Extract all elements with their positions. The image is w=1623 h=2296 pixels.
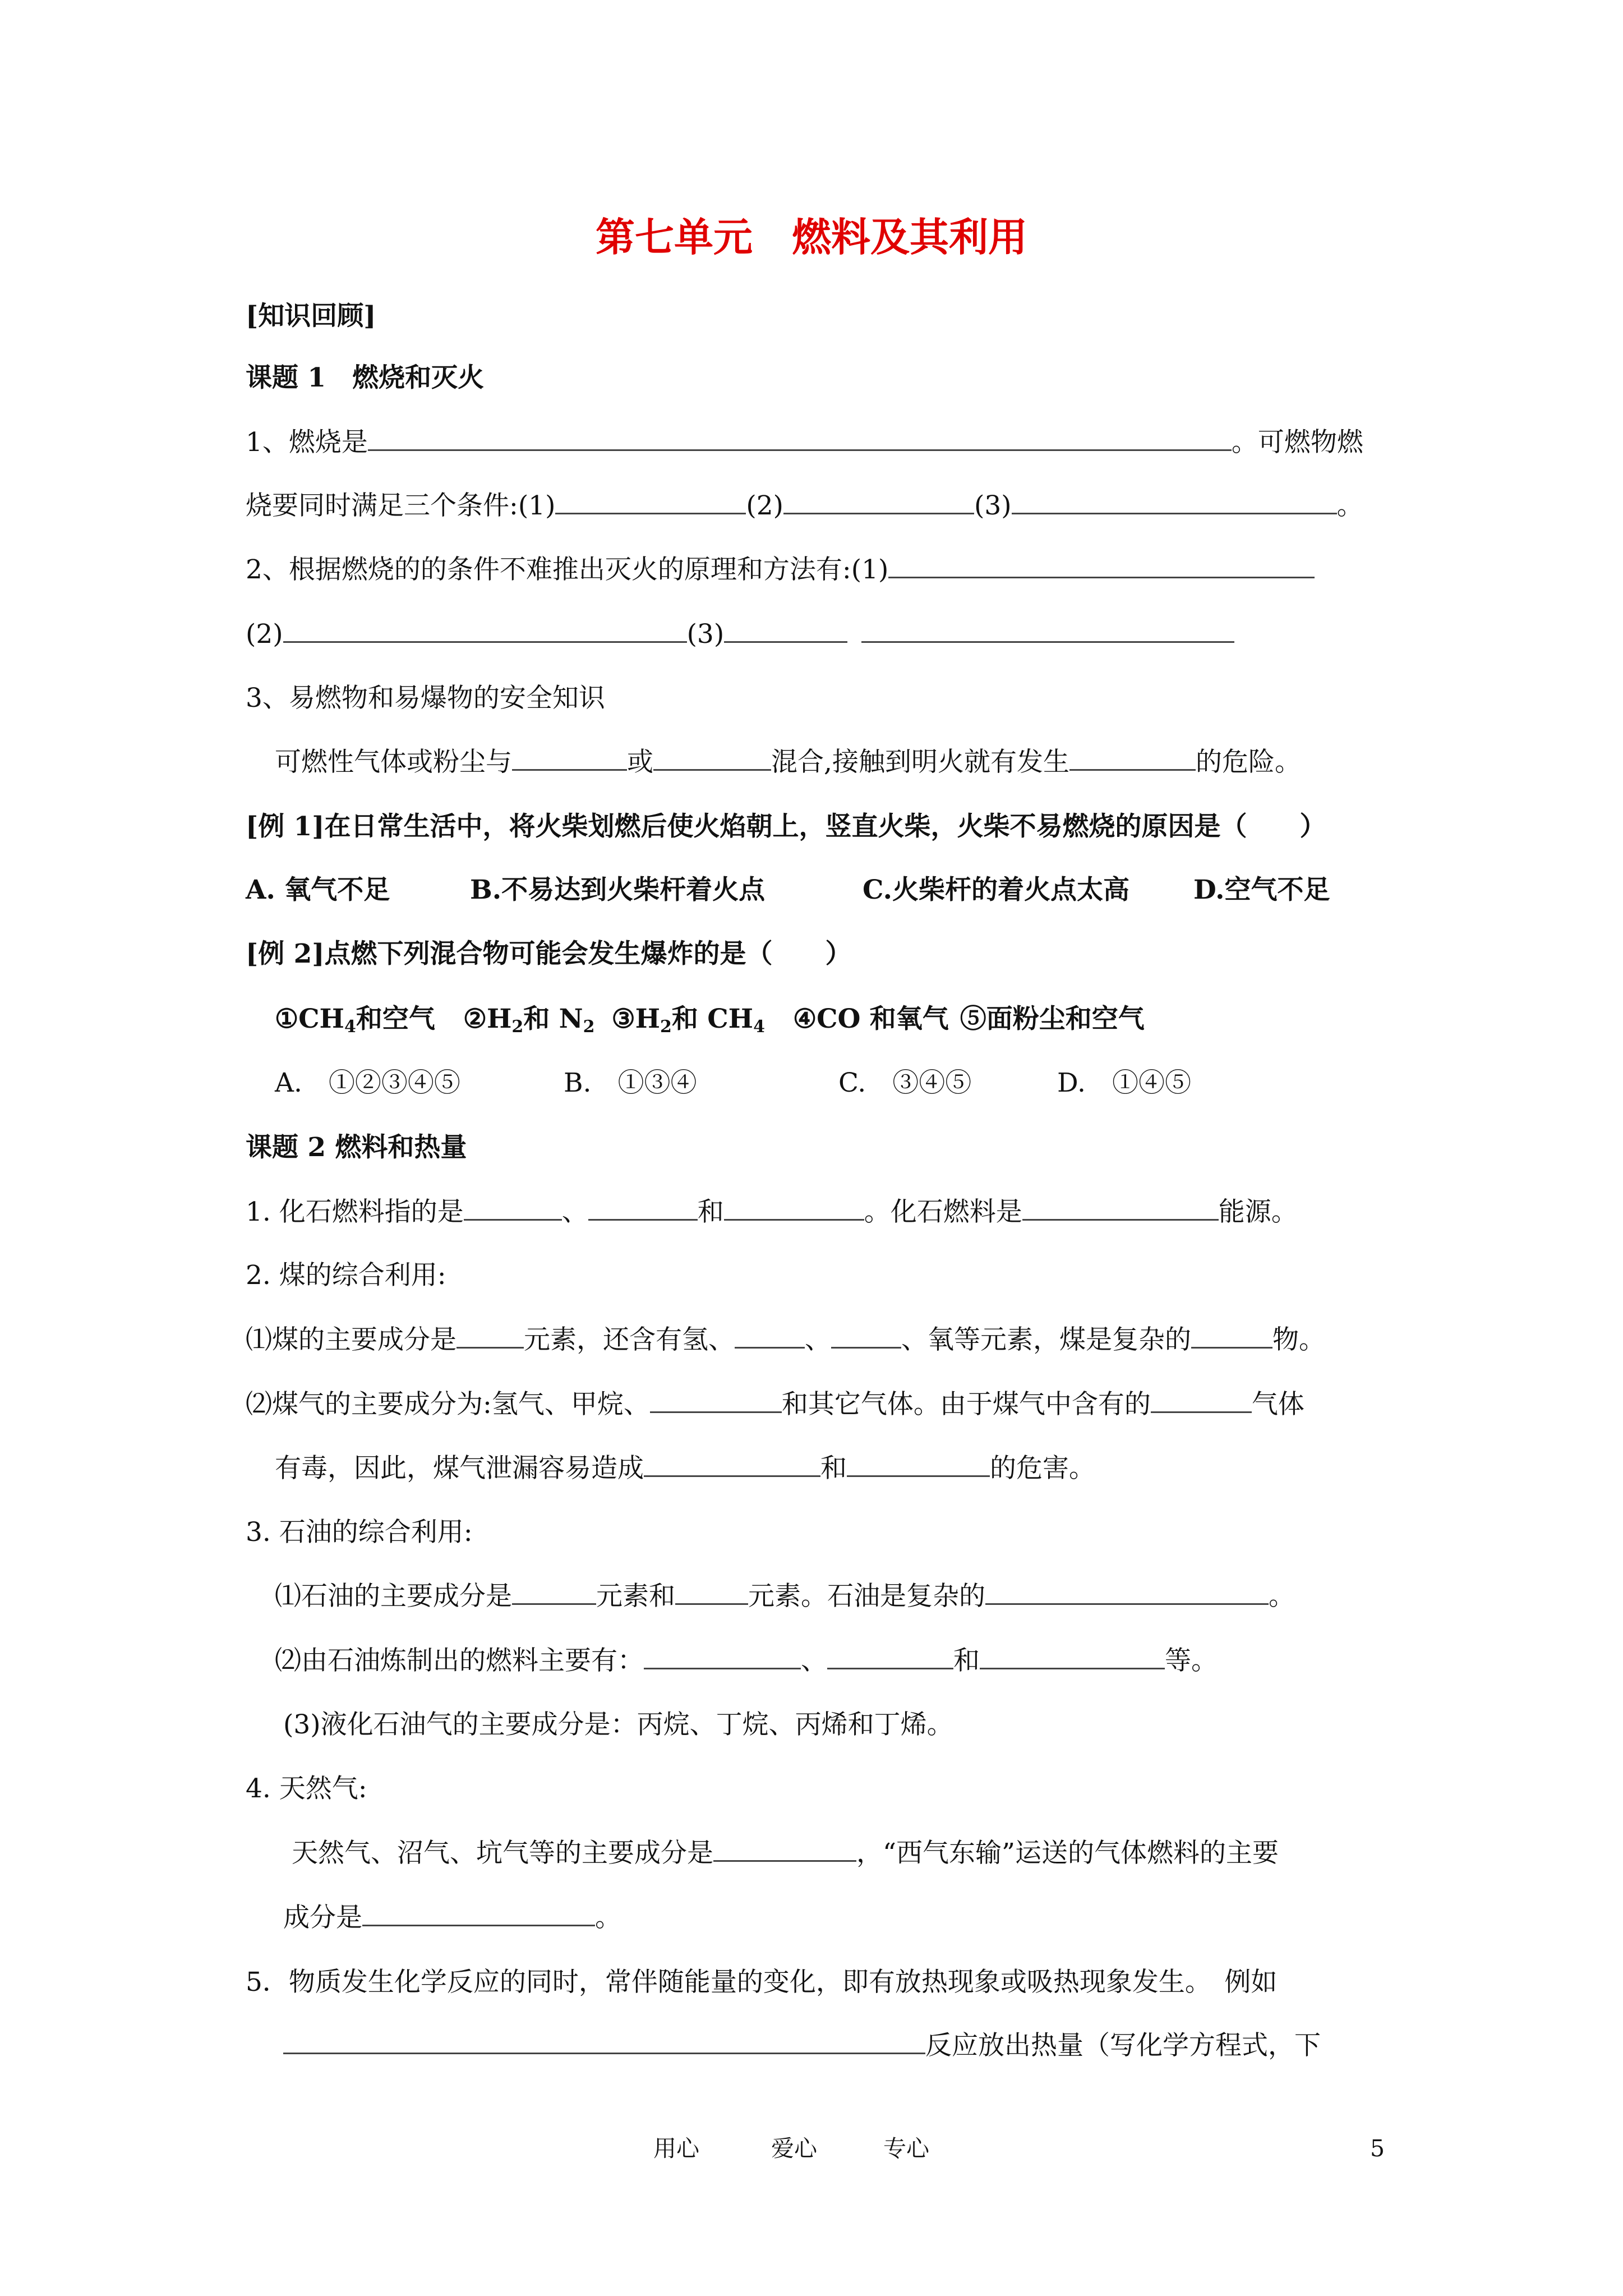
answer-blank[interactable] xyxy=(1069,750,1196,771)
answer-blank[interactable] xyxy=(675,1584,748,1605)
example-1: [例 1]在日常生活中，将火柴划燃后使火焰朝上，竖直火柴，火柴不易燃烧的原因是（ ） xyxy=(246,811,1326,842)
answer-blank[interactable] xyxy=(888,558,1315,578)
answer-blank[interactable] xyxy=(735,1328,805,1349)
question-3: 3、易燃物和易爆物的安全知识 xyxy=(246,683,605,714)
option-d[interactable]: D. ①④⑤ xyxy=(1057,1068,1191,1098)
answer-blank[interactable] xyxy=(1191,1328,1272,1349)
answer-blank[interactable] xyxy=(644,1649,801,1669)
point-4-line1: 天然气、沼气、坑气等的主要成分是 ，“西气东输”运送的气体燃料的主要 xyxy=(292,1838,1279,1869)
point-1: 1. 化石燃料指的是 、 和 。化石燃料是 能源。 xyxy=(246,1197,1298,1227)
footer-text-1: 用心 xyxy=(653,2135,699,2162)
example-2-options xyxy=(275,1070,1191,1096)
point-3: 3. 石油的综合利用: xyxy=(246,1517,473,1548)
answer-blank[interactable] xyxy=(512,750,627,771)
answer-blank[interactable] xyxy=(368,430,1232,451)
point-4-line2: 成分是 。 xyxy=(283,1902,621,1933)
title-topic: 燃料及其利用 xyxy=(792,214,1027,260)
page-title xyxy=(0,214,1623,260)
point-3-2: ⑵由石油炼制出的燃料主要有： 、 和 等。 xyxy=(275,1645,1218,1676)
example-2: [例 2]点燃下列混合物可能会发生爆炸的是（ ） xyxy=(246,938,852,969)
option-c[interactable]: C.火柴杆的着火点太高 xyxy=(863,875,1129,905)
answer-blank[interactable] xyxy=(362,1906,595,1926)
option-d[interactable]: D.空气不足 xyxy=(1193,875,1330,905)
answer-blank[interactable] xyxy=(1012,494,1337,514)
item-1: $①CH_4$和空气 xyxy=(275,1004,435,1037)
answer-blank[interactable] xyxy=(1022,1200,1219,1221)
point-2-2-line1: ⑵煤气的主要成分为:氢气、甲烷、 和其它气体。由于煤气中含有的 气体 xyxy=(246,1389,1304,1420)
point-5-line2: 反应放出热量（写化学方程式，下 xyxy=(283,2032,1321,2059)
answer-blank[interactable] xyxy=(650,1392,782,1413)
answer-blank[interactable] xyxy=(283,2033,925,2054)
question-2-line2: (2) (3) xyxy=(246,621,1234,647)
answer-blank[interactable] xyxy=(724,1200,864,1221)
question-2-line1: 2、根据燃烧的的条件不难推出灭火的原理和方法有:(1) xyxy=(246,556,1315,583)
answer-blank[interactable] xyxy=(985,1584,1269,1605)
answer-blank[interactable] xyxy=(464,1200,562,1221)
option-b[interactable]: B.不易达到火柴杆着火点 xyxy=(470,875,766,905)
answer-blank[interactable] xyxy=(555,494,746,514)
point-2-1: ⑴煤的主要成分是 元素，还含有氢、 、 、氧等元素，煤是复杂的 物。 xyxy=(246,1324,1325,1355)
answer-blank[interactable] xyxy=(724,622,847,643)
question-1-line2: 烧要同时满足三个条件:(1) (2) (3) 。 xyxy=(246,490,1363,521)
item-2: $②H_2$和 $N_2$ xyxy=(463,1004,595,1037)
answer-blank[interactable] xyxy=(827,1649,953,1669)
answer-blank[interactable] xyxy=(457,1328,524,1349)
answer-blank[interactable] xyxy=(847,1456,990,1477)
answer-blank[interactable] xyxy=(588,1200,698,1221)
question-1-line1: 1、燃烧是 。可燃物燃 xyxy=(246,427,1363,458)
footer-text-3: 专心 xyxy=(883,2135,929,2162)
point-5-line1: 5．物质发生化学反应的同时，常伴随能量的变化，即有放热现象或吸热现象发生。 例如 xyxy=(246,1967,1278,1998)
title-unit: 第七单元 xyxy=(596,214,753,260)
option-b[interactable]: B. ①③④ xyxy=(564,1068,697,1098)
question-3-text: 可燃性气体或粉尘与 或 混合,接触到明火就有发生 的危险。 xyxy=(275,747,1301,777)
answer-blank[interactable] xyxy=(980,1649,1165,1669)
answer-blank[interactable] xyxy=(283,622,687,643)
answer-blank[interactable] xyxy=(512,1584,596,1605)
option-a[interactable]: A. 氧气不足 xyxy=(246,875,390,905)
example-2-items xyxy=(275,1006,1145,1036)
answer-blank[interactable] xyxy=(861,622,1234,643)
option-c[interactable]: C. ③④⑤ xyxy=(838,1068,972,1098)
page-number: 5 xyxy=(1370,2135,1385,2162)
point-2: 2. 煤的综合利用: xyxy=(246,1260,446,1291)
topic2-heading: 课题 2 燃料和热量 xyxy=(246,1132,467,1163)
answer-blank[interactable] xyxy=(783,494,974,514)
item-3: $③H_2$和 $CH_4$ xyxy=(611,1004,765,1037)
answer-blank[interactable] xyxy=(831,1328,901,1349)
topic1-heading: 课题 1 燃烧和灭火 xyxy=(246,362,485,393)
answer-blank[interactable] xyxy=(644,1456,820,1477)
point-3-3: (3)液化石油气的主要成分是：丙烷、丁烷、丙烯和丁烯。 xyxy=(283,1709,953,1740)
section-heading: [知识回顾] xyxy=(246,301,376,332)
footer-text-2: 爱心 xyxy=(771,2135,817,2162)
point-4: 4. 天然气: xyxy=(246,1773,367,1804)
example-1-options xyxy=(246,877,1330,903)
answer-blank[interactable] xyxy=(653,750,771,771)
point-3-1: ⑴石油的主要成分是 元素和 元素。石油是复杂的 。 xyxy=(275,1581,1295,1612)
point-2-2-line2: 有毒，因此，煤气泄漏容易造成 和 的危害。 xyxy=(275,1453,1095,1484)
answer-blank[interactable] xyxy=(1151,1392,1252,1413)
option-a[interactable]: A. ①②③④⑤ xyxy=(275,1068,460,1098)
answer-blank[interactable] xyxy=(713,1841,856,1862)
item-4: ④CO 和氧气 xyxy=(792,1004,949,1034)
item-5: ⑤面粉尘和空气 xyxy=(960,1004,1145,1034)
